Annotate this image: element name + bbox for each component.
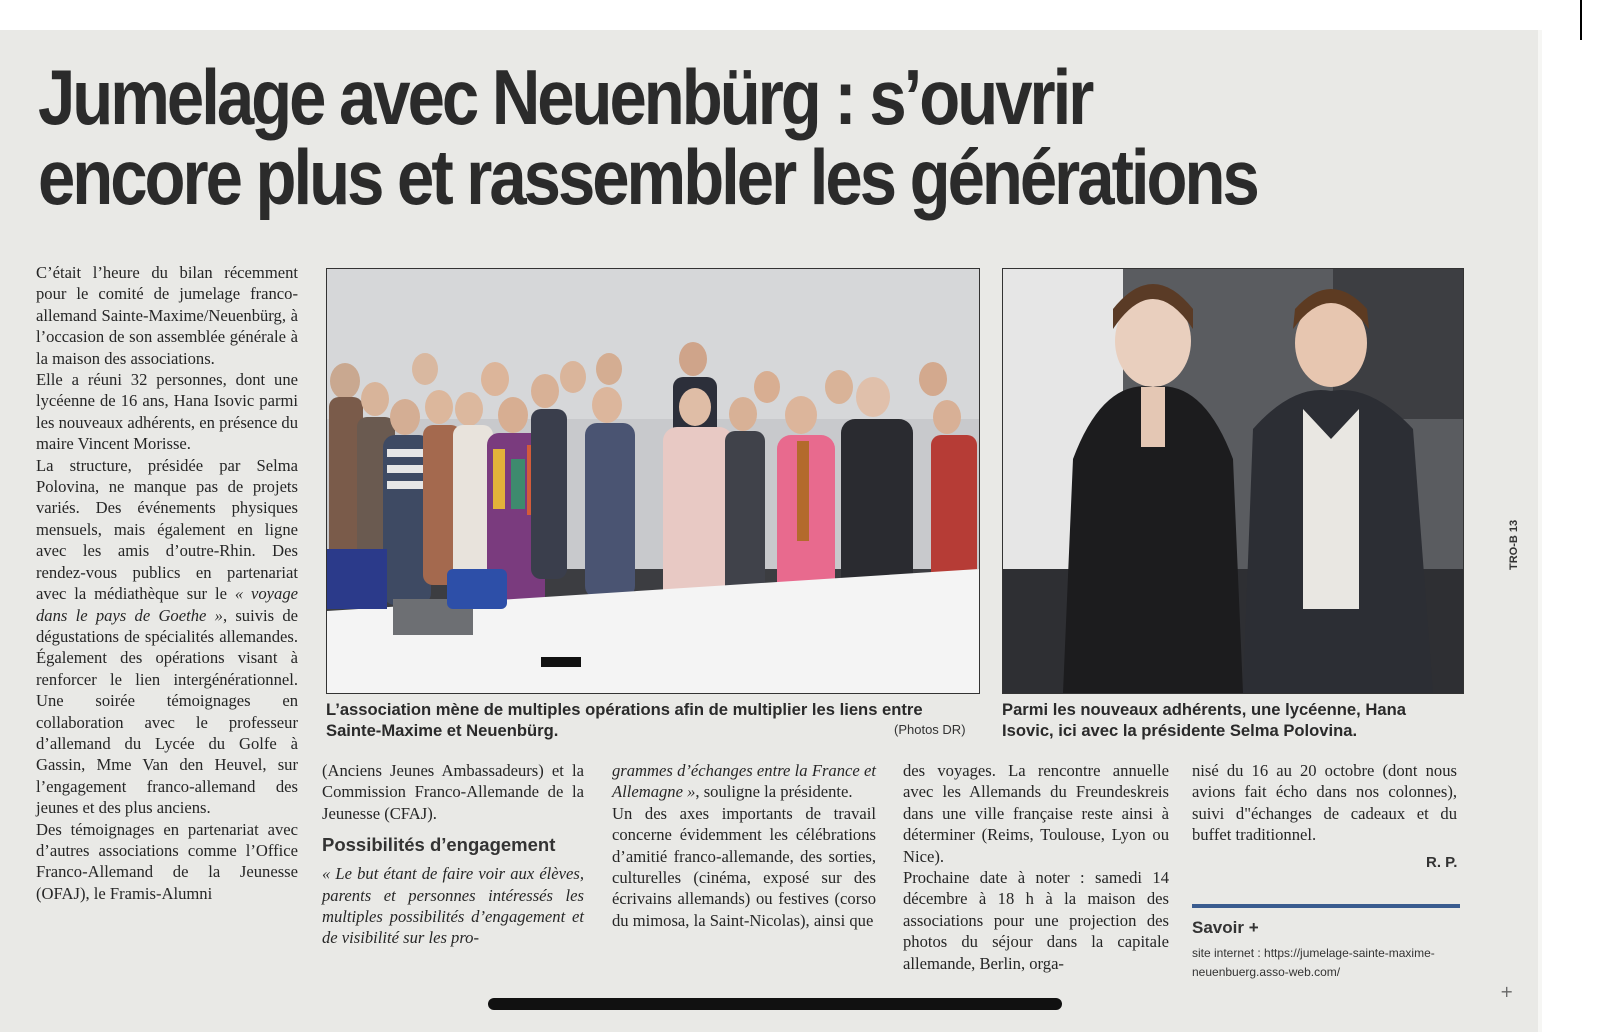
paragraph: Un des axes importants de travail concerne évidemment les célébrations d’amitié franco-allemande, des sorties, culturelles (cinéma, exposé sur des écrivains allemands) ou festives (corso du mimosa, la Saint-Nicolas), ainsi que — [612, 803, 876, 930]
portrait-photo-image — [1003, 269, 1463, 693]
article-column-3 — [612, 760, 876, 931]
paragraph: Prochaine date à noter : samedi 14 décembre à 18 h à la maison des associations pour une projection des photos du séjour dans la capitale allemande, Berlin, orga- — [903, 868, 1169, 973]
savoir-divider — [1192, 904, 1460, 908]
group-photo — [326, 268, 980, 694]
article-column-5 — [1192, 760, 1457, 846]
paragraph: (Anciens Jeunes Ambassadeurs) et la Commission Franco-Allemande de la Jeunesse (CFAJ). — [322, 761, 584, 823]
text: , souligne la présidente. — [695, 782, 853, 802]
photo-caption-1: L’association mène de multiples opérations afin de multiplier les liens entre Sainte-Maxime et Neuenbürg. — [326, 700, 923, 740]
article-column-1 — [36, 262, 298, 904]
crop-mark-icon: + — [1500, 982, 1514, 1001]
text: , suivis de dégustations de spécialités allemandes. Également des opérations visant à renforcer le lien intergénérationnel. Une soirée témoignages en collaboration avec le professeur d’allemand du Lycée du Golfe à Gassin, Mme Van den Heuvel, sur l’engagement franco-allemand des jeunes et des plus anciens. — [36, 605, 299, 818]
italic-quote: « voyage dans le pays de Goethe » — [36, 584, 298, 625]
right-margin — [1575, 0, 1600, 1032]
text: La structure, présidée par Selma Polovina, ne manque pas de projets variés. Des événements physiques mensuels, mais également en ligne avec les amis d’outre-Rhin. Des rendez-vous publics en partenariat avec la médiathèque sur le — [36, 455, 298, 604]
author-signature: R. P. — [1426, 854, 1458, 871]
photo-credit: (Photos DR) — [894, 722, 966, 737]
portrait-photo — [1002, 268, 1464, 694]
headline-line-2: encore plus et rassembler les générations — [38, 133, 1257, 221]
edge-line — [1580, 0, 1582, 40]
subheading: Possibilités d’engagement — [322, 834, 556, 856]
paragraph — [36, 455, 298, 819]
savoir-plus-heading: Savoir + — [1192, 918, 1259, 937]
paragraph: Elle a réuni 32 personnes, dont une lycéenne de 16 ans, Hana Isovic parmi les nouveaux adhérents, en présence du maire Vincent Morisse. — [36, 370, 298, 454]
italic-quote: grammes d’échanges entre la France et Allemagne » — [612, 761, 876, 802]
page-edge — [1538, 30, 1542, 1032]
headline-line-1: Jumelage avec Neuenbürg : s’ouvrir — [38, 53, 1092, 141]
article-column-4 — [903, 760, 1169, 974]
paragraph — [612, 760, 876, 803]
paragraph: C’était l’heure du bilan récemment pour le comité de jumelage franco-allemand Sainte-Maxime/Neuenbürg, à l’occasion de son assemblée générale à la maison des associations. — [36, 263, 298, 368]
home-indicator[interactable] — [488, 998, 1062, 1010]
paragraph: Des témoignages en partenariat avec d’autres associations comme l’Office Franco-Allemand de la Jeunesse (OFAJ), le Framis-Alumni — [36, 819, 298, 903]
website-reference: site internet : https://jumelage-sainte-maxime-neuenbuerg.asso-web.com/ — [1192, 946, 1435, 979]
page-marker: TRO-B 13 — [1508, 519, 1520, 570]
article-column-2 — [322, 760, 584, 949]
photo-caption-2: Parmi les nouveaux adhérents, une lycéenne, Hana Isovic, ici avec la présidente Selma Polovina. — [1002, 700, 1406, 740]
italic-quote: « Le but étant de faire voir aux élèves, parents et personnes intéressés les multiples possibilités d’engagement et de visibilité sur les pro- — [322, 864, 584, 948]
group-photo-image — [327, 269, 979, 693]
paragraph: nisé du 16 au 20 octobre (dont nous avions fait écho dans nos colonnes), suivi d"échanges de cadeaux et du buffet traditionnel. — [1192, 761, 1457, 845]
paragraph: des voyages. La rencontre annuelle avec les Allemands du Freundeskreis dans une ville française reste ainsi à déterminer (Reims, Toulouse, Lyon ou Nice). — [903, 761, 1169, 866]
